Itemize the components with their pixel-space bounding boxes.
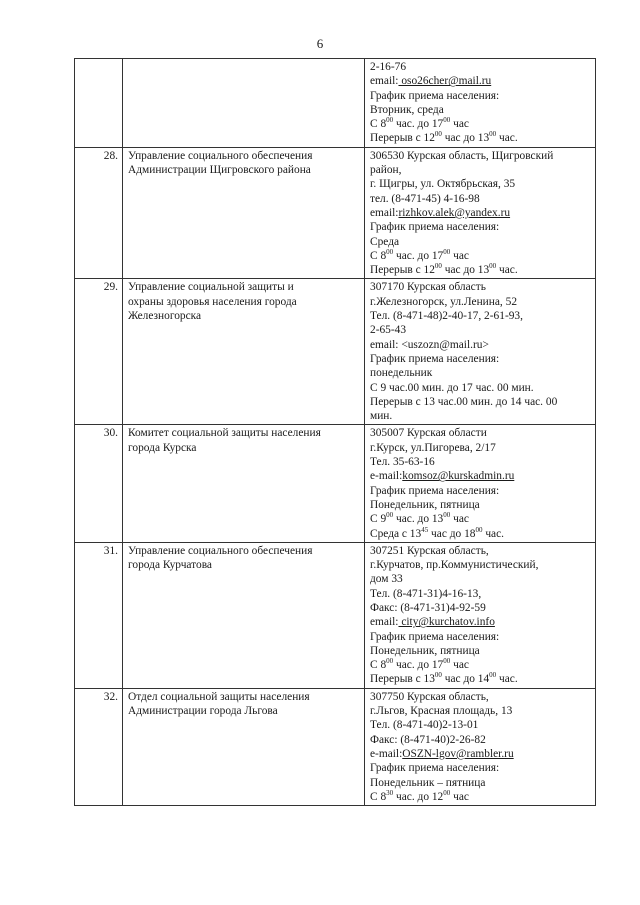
- contact-line: Тел. (8-471-40)2-13-01: [370, 719, 479, 732]
- contact-line: Среда с $13^{45}$ час до $18^{00}$ час.: [370, 525, 505, 540]
- table-row: [75, 279, 596, 425]
- organization-name-line: Отдел социальной защиты населения: [128, 690, 310, 703]
- contact-line: 2-65-43: [370, 324, 407, 337]
- contact-line: Тел. (8-471-31)4-16-13,: [370, 587, 482, 600]
- contact-line: Перерыв с 13 час.00 мин. до 14 час. 00: [370, 395, 558, 408]
- contact-line: С $8^{00}$ час. до $17^{00}$ час: [370, 116, 469, 131]
- organization-name: [123, 542, 365, 688]
- organization-name-line: Управление социальной защиты и: [128, 281, 294, 294]
- organization-name: [123, 59, 365, 148]
- contact-details: [365, 279, 596, 425]
- contact-line: 306530 Курская область, Щигровский: [370, 149, 554, 162]
- contact-details: [365, 147, 596, 279]
- contact-line: район,: [370, 164, 402, 177]
- contact-line: Перерыв с $12^{00}$ час до $13^{00}$ час.: [370, 130, 518, 145]
- organization-name: [123, 279, 365, 425]
- email-link[interactable]: email: oso26cher@mail.ru: [370, 75, 492, 88]
- row-number: [75, 59, 123, 148]
- table-row: [75, 688, 596, 805]
- contact-line: С 9 час.00 мин. до 17 час. 00 мин.: [370, 381, 534, 394]
- table-row: [75, 147, 596, 279]
- contact-line: 307750 Курская область,: [370, 690, 489, 703]
- contact-line: График приема населения:: [370, 221, 500, 234]
- contact-line: С $8^{00}$ час. до $17^{00}$ час: [370, 247, 469, 262]
- row-number: 30.: [75, 425, 123, 542]
- contact-line: 305007 Курская области: [370, 427, 487, 440]
- contact-line: дом 33: [370, 573, 403, 586]
- organization-name: [123, 688, 365, 805]
- row-number: 32.: [75, 688, 123, 805]
- page-number: 6: [316, 36, 324, 51]
- contact-line: График приема населения:: [370, 630, 500, 643]
- contact-line: мин.: [370, 410, 393, 423]
- table-row: [75, 425, 596, 542]
- contact-details: [365, 542, 596, 688]
- organization-name-line: Администрации города Льгова: [128, 705, 278, 718]
- contact-line: 2-16-76: [370, 61, 407, 73]
- organization-name-line: Управление социального обеспечения: [128, 544, 313, 557]
- organization-name: [123, 147, 365, 279]
- contact-line: Вторник, среда: [370, 103, 444, 116]
- contact-line: 307251 Курская область,: [370, 544, 489, 557]
- email-link[interactable]: email: city@kurchatov.info: [370, 616, 495, 629]
- contact-line: г. Щигры, ул. Октябрьская, 35: [370, 178, 516, 191]
- email-link[interactable]: email: <uszozn@mail.ru>: [370, 338, 489, 351]
- contact-line: С $8^{30}$ час. до $12^{00}$ час: [370, 788, 469, 803]
- organization-name: [123, 425, 365, 542]
- contact-line: г.Курчатов, пр.Коммунистический,: [370, 559, 539, 572]
- contact-line: г.Железногорск, ул.Ленина, 52: [370, 295, 518, 308]
- contact-line: г.Курск, ул.Пигорева, 2/17: [370, 441, 496, 454]
- contact-line: Среда: [370, 235, 400, 248]
- contact-line: График приема населения:: [370, 484, 500, 497]
- contact-line: Факс: (8-471-31)4-92-59: [370, 601, 486, 614]
- contact-line: График приема населения:: [370, 89, 500, 102]
- contact-line: Перерыв с $12^{00}$ час до $13^{00}$ час.: [370, 262, 518, 277]
- organization-name-line: Железногорска: [128, 310, 202, 323]
- email-link[interactable]: email:rizhkov.alek@yandex.ru: [370, 206, 511, 219]
- organization-name-line: Комитет социальной защиты населения: [128, 427, 321, 440]
- table-row: [75, 59, 596, 148]
- organization-name-line: охраны здоровья населения города: [128, 295, 297, 308]
- contact-line: График приема населения:: [370, 762, 500, 775]
- contact-line: Тел. 35-63-16: [370, 456, 435, 469]
- contact-line: Перерыв с $13^{00}$ час до $14^{00}$ час.: [370, 671, 518, 686]
- contact-details: [365, 688, 596, 805]
- row-number: 31.: [75, 542, 123, 688]
- contact-line: г.Льгов, Красная площадь, 13: [370, 705, 513, 718]
- contact-line: Понедельник, пятница: [370, 498, 480, 511]
- contact-line: Факс: (8-471-40)2-26-82: [370, 733, 486, 746]
- contact-line: понедельник: [370, 367, 433, 380]
- row-number: 28.: [75, 147, 123, 279]
- row-number: 29.: [75, 279, 123, 425]
- contact-line: Понедельник – пятница: [370, 776, 486, 789]
- contact-line: Понедельник, пятница: [370, 644, 480, 657]
- contact-line: График приема населения:: [370, 352, 500, 365]
- organization-name-line: города Курчатова: [128, 559, 212, 572]
- contact-details: [365, 59, 596, 148]
- organization-name-line: города Курска: [128, 441, 197, 454]
- email-link[interactable]: e-mail:komsoz@kurskadmin.ru: [370, 470, 515, 483]
- organization-name-line: Управление социального обеспечения: [128, 149, 313, 162]
- social-protection-offices-table: [74, 58, 596, 806]
- contact-line: С $9^{00}$ час. до $13^{00}$ час: [370, 511, 469, 526]
- contact-details: [365, 425, 596, 542]
- organization-name-line: Администрации Щигровского района: [128, 164, 311, 177]
- email-link[interactable]: e-mail:OSZN-lgov@rambler.ru: [370, 747, 514, 760]
- table-row: [75, 542, 596, 688]
- contact-line: 307170 Курская область: [370, 281, 486, 294]
- contact-line: С $8^{00}$ час. до $17^{00}$ час: [370, 657, 469, 672]
- contact-line: Тел. (8-471-48)2-40-17, 2-61-93,: [370, 310, 523, 323]
- contact-line: тел. (8-471-45) 4-16-98: [370, 192, 480, 205]
